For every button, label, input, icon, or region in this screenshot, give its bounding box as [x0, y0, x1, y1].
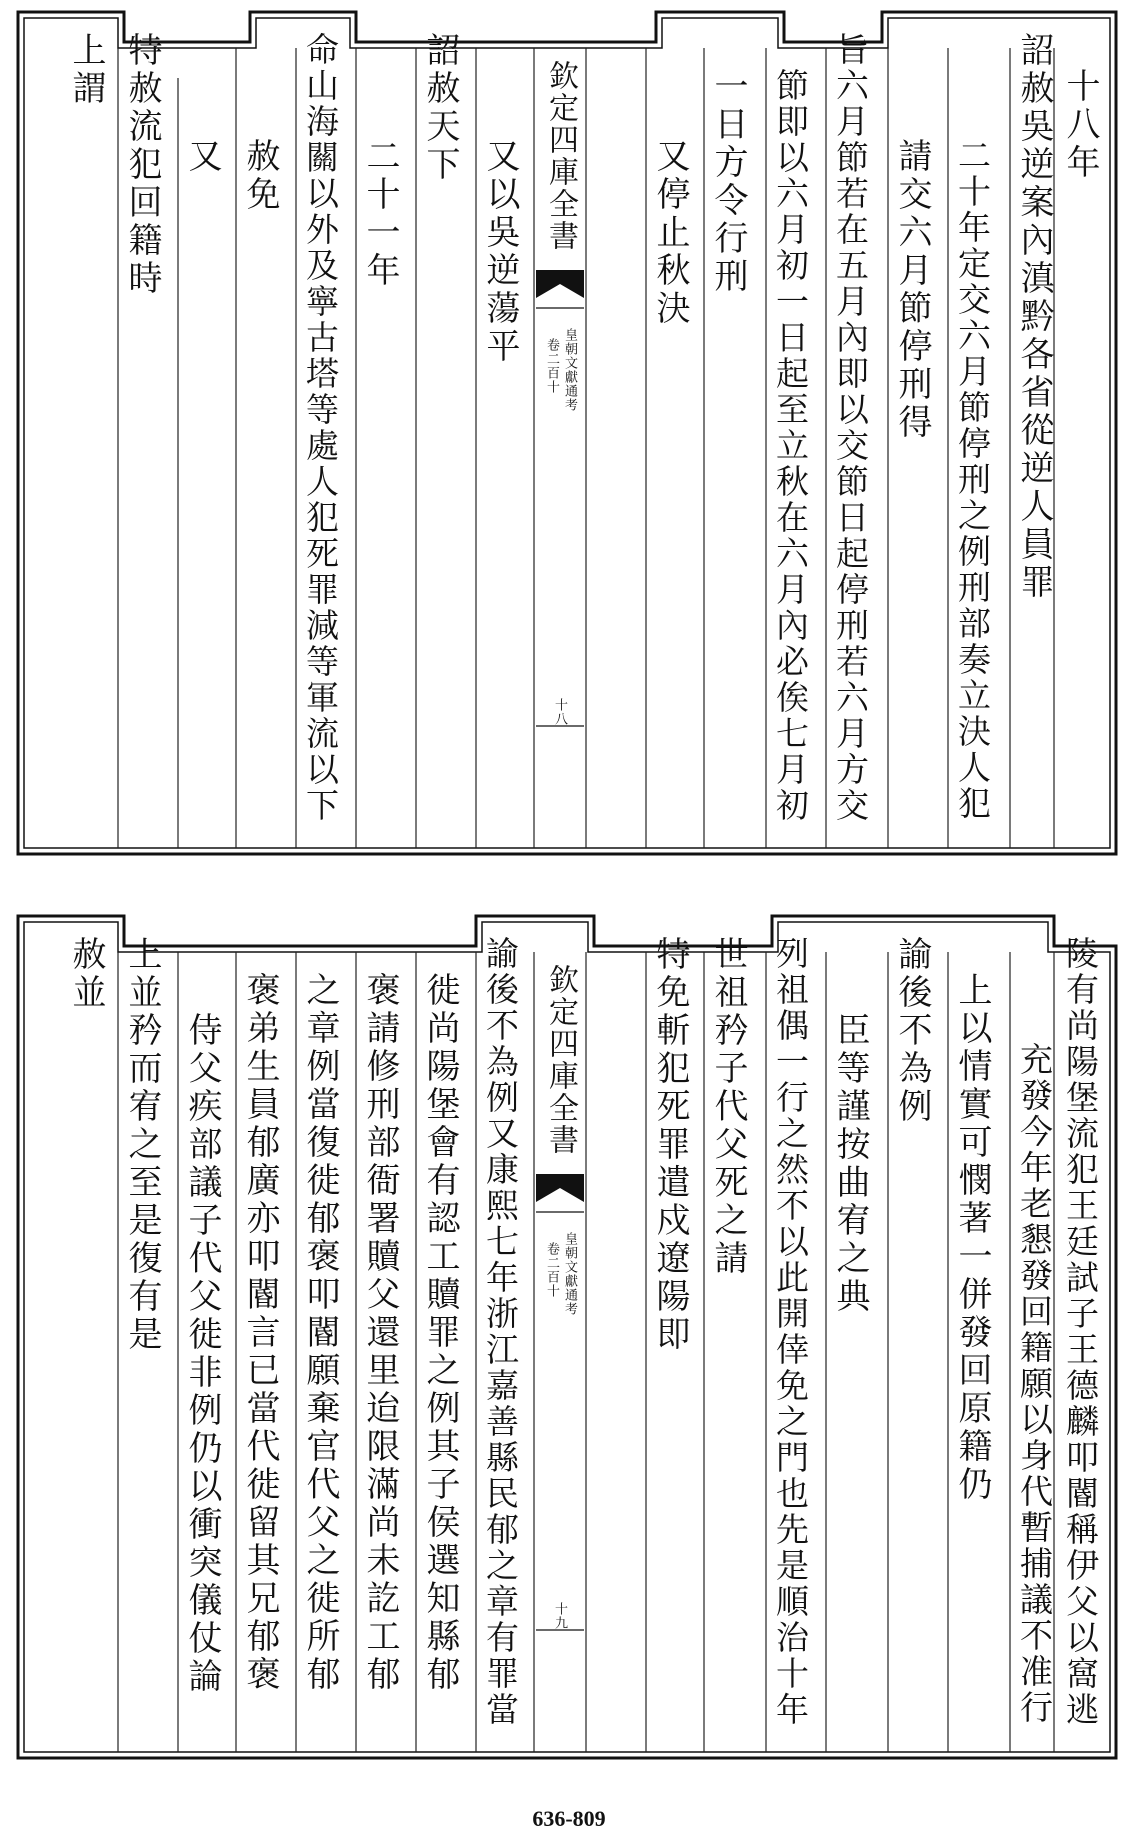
upper-col-r5: 旨六月節若在五月內即以交節日起停刑若六月方交 — [831, 32, 870, 824]
upper-col-r3: 二十年定交六月節停刑之例刑部奏立決人犯 — [953, 138, 992, 822]
upper-col-r1: 十八年 — [1060, 68, 1100, 182]
lower-col-r7: 世祖矜子代父死之請 — [708, 936, 748, 1278]
upper-spine-note-left: 皇朝文獻通考 — [562, 328, 577, 412]
lower-col-r4: 諭後不為例 — [892, 936, 932, 1126]
upper-spine-folio: 十八 — [552, 698, 567, 726]
lower-col-l1: 諭後不為例又康熙七年浙江嘉善縣民郁之章有罪當 — [481, 936, 520, 1728]
lower-col-l6: 侍父疾部議子代父徙非例仍以衝突儀仗論 — [182, 1012, 222, 1696]
lower-col-l4: 之章例當復徙郁褒叩閽願棄官代父之徙所郁 — [300, 972, 340, 1694]
upper-col-r6: 節即以六月初一日起至立秋在六月內必俟七月初 — [771, 68, 810, 824]
upper-col-r4: 請交六月節停刑得 — [892, 138, 932, 442]
lower-col-l2: 徙尚陽堡會有認工贖罪之例其子侯選知縣郁 — [420, 972, 460, 1694]
upper-col-r2: 詔赦吳逆案內滇黔各省從逆人員罪 — [1014, 32, 1054, 602]
upper-col-l1: 又以吳逆蕩平 — [480, 138, 520, 366]
lower-col-r6: 列祖偶一行之然不以此開倖免之門也先是順治十年 — [771, 936, 810, 1728]
lower-col-l5: 褒弟生員郁廣亦叩閽言已當代徙留其兄郁褒 — [240, 972, 280, 1694]
lower-col-r8: 特免斬犯死罪遣戍遼陽即 — [650, 936, 690, 1354]
upper-spine-note-right: 卷二百十 — [544, 338, 559, 394]
upper-col-r7: 一日方令行刑 — [708, 68, 748, 296]
lower-spine-note-left: 皇朝文獻通考 — [562, 1232, 577, 1316]
lower-col-l7: 上並矜而宥之至是復有是 — [122, 936, 162, 1354]
lower-spine-folio: 十九 — [552, 1602, 567, 1630]
lower-col-r3: 上以情實可憫著一併發回原籍仍 — [952, 972, 992, 1504]
upper-col-l4: 命山海關以外及寧古塔等處人犯死罪減等軍流以下 — [301, 32, 340, 824]
upper-col-r8: 又停止秋決 — [650, 138, 690, 328]
upper-col-l8: 上謂 — [66, 32, 106, 108]
lower-spine-title: 欽定四庫全書 — [543, 964, 578, 1156]
lower-page — [14, 912, 1120, 1762]
page-number-footer: 636-809 — [532, 1806, 606, 1831]
upper-col-l5: 赦免 — [240, 138, 280, 214]
upper-col-l3: 二十一年 — [360, 138, 400, 290]
lower-col-r5: 臣等謹按曲宥之典 — [830, 1012, 870, 1316]
upper-page — [14, 8, 1120, 858]
upper-col-l6: 又 — [182, 138, 222, 176]
upper-col-l7: 特赦流犯回籍時 — [122, 32, 162, 298]
lower-col-l3: 褒請修刑部衙署贖父還里迨限滿尚未訖工郁 — [360, 972, 400, 1694]
lower-col-l8: 赦並 — [66, 936, 106, 1012]
lower-col-r1: 陵有尚陽堡流犯王廷試子王德麟叩閽稱伊父以窩逃 — [1061, 936, 1100, 1728]
lower-spine-note-right: 卷二百十 — [544, 1242, 559, 1298]
lower-col-r2: 充發今年老懇發回籍願以身代暫捕議不准行 — [1015, 1042, 1054, 1726]
upper-spine-title: 欽定四庫全書 — [543, 60, 578, 252]
upper-col-l2: 詔赦天下 — [420, 32, 460, 184]
